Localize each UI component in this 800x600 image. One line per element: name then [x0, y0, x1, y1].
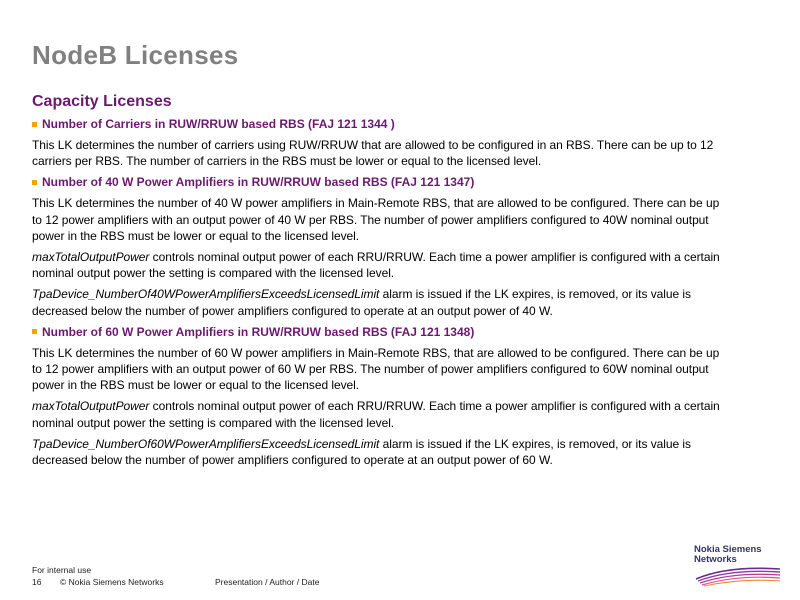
- footer-classification: For internal use: [32, 565, 92, 575]
- paragraph: [32, 137, 732, 169]
- slide-title: NodeB Licenses: [32, 40, 239, 70]
- license-block-60w: [32, 324, 732, 468]
- paragraph-term: maxTotalOutputPower: [32, 399, 150, 414]
- paragraph: [32, 436, 732, 468]
- paragraph-term: TpaDevice_NumberOf60WPowerAmplifiersExceedsLicensedLimit: [32, 436, 380, 451]
- bullet-heading: [32, 116, 732, 132]
- paragraph-text: This LK determines the number of 40 W power amplifiers in Main-Remote RBS, that are allowed to be configured. There can be up to 12 power amplifiers with an output power of 40 W per RBS. The number of power amplifiers configured to 40W nominal output power in the RBS must be lower or equal to the licensed level.: [32, 196, 720, 243]
- slide-footer: [32, 564, 319, 588]
- page-number: 16: [32, 577, 42, 587]
- paragraph: [32, 398, 732, 430]
- square-bullet-icon: [32, 180, 37, 185]
- bullet-heading: [32, 174, 732, 190]
- bullet-label: Number of 60 W Power Amplifiers in RUW/RRUW based RBS (FAJ 121 1348): [42, 324, 475, 339]
- logo-line-1: Nokia Siemens: [694, 544, 762, 555]
- square-bullet-icon: [32, 122, 37, 127]
- paragraph-term: maxTotalOutputPower: [32, 250, 150, 265]
- company-logo: [694, 545, 784, 589]
- paragraph: [32, 345, 732, 394]
- logo-swoosh-icon: [694, 565, 784, 587]
- bullet-heading: [32, 324, 732, 340]
- logo-line-2: Networks: [694, 554, 737, 565]
- paragraph-text: This LK determines the number of carriers using RUW/RRUW that are allowed to be configured in an RBS. There can be up to 12 carriers per RBS. The number of carriers in the RBS must be lower or equal to the licensed level.: [32, 138, 714, 169]
- paragraph-text: controls nominal output power of each RRU/RRUW. Each time a power amplifier is configured with a certain nominal output power the setting is compared with the licensed level.: [32, 250, 720, 281]
- bullet-label: Number of 40 W Power Amplifiers in RUW/RRUW based RBS (FAJ 121 1347): [42, 175, 475, 190]
- paragraph-text: This LK determines the number of 60 W power amplifiers in Main-Remote RBS, that are allowed to be configured. There can be up to 12 power amplifiers with an output power of 60 W per RBS. The number of power amplifiers configured to 60W nominal output power in the RBS must be lower or equal to the licensed level.: [32, 345, 720, 393]
- footer-row: [32, 576, 319, 588]
- section-heading: Capacity Licenses: [32, 93, 172, 110]
- paragraph-text: alarm is issued if the LK expires, is removed, or its value is decreased below the number of power amplifiers configured to operate at an output power of 60 W.: [32, 436, 691, 468]
- bullet-label: Number of Carriers in RUW/RRUW based RBS (FAJ 121 1344 ): [42, 117, 395, 131]
- footer-meta: Presentation / Author / Date: [215, 577, 320, 587]
- paragraph-text: controls nominal output power of each RRU/RRUW. Each time a power amplifier is configured with a certain nominal output power the setting is compared with the licensed level.: [32, 399, 720, 430]
- paragraph-term: TpaDevice_NumberOf40WPowerAmplifiersExceedsLicensedLimit: [32, 287, 380, 302]
- logo-wordmark: [694, 545, 762, 565]
- slide-content: [32, 92, 732, 473]
- paragraph: [32, 286, 732, 318]
- paragraph: [32, 249, 732, 281]
- footer-copyright: © Nokia Siemens Networks: [60, 577, 164, 587]
- paragraph: [32, 195, 732, 244]
- license-block-carriers: [32, 116, 732, 169]
- license-block-40w: [32, 174, 732, 318]
- square-bullet-icon: [32, 329, 37, 334]
- paragraph-text: alarm is issued if the LK expires, is removed, or its value is decreased below the number of power amplifiers configured to operate at an output power of 40 W.: [32, 287, 691, 318]
